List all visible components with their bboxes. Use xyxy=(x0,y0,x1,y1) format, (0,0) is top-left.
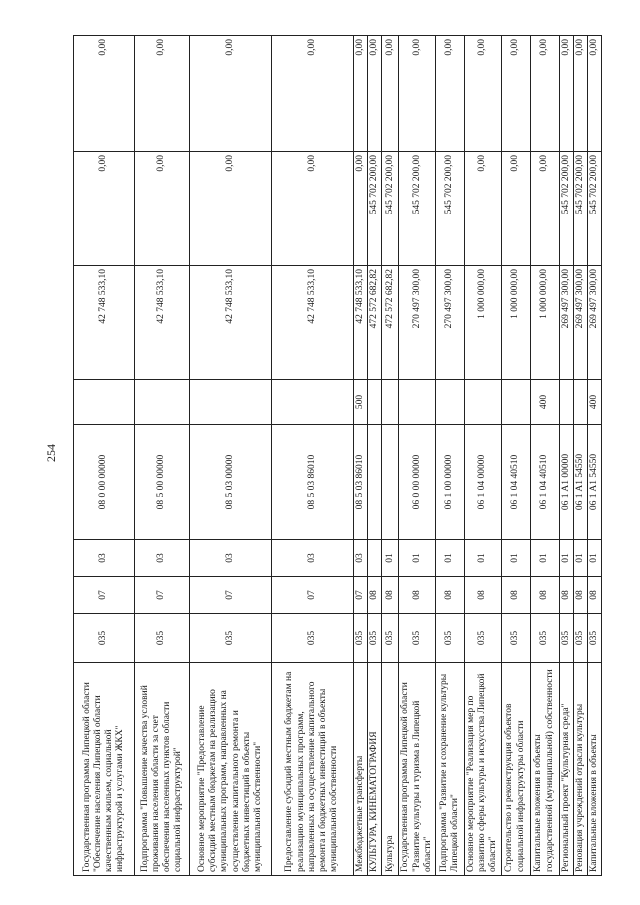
row-code: 035 xyxy=(368,614,382,663)
row-section: 08 xyxy=(436,577,465,614)
row-type xyxy=(436,380,465,425)
row-subsection: 01 xyxy=(588,540,602,577)
row-name: Культура xyxy=(382,663,399,876)
row-target: 08 0 00 00000 xyxy=(74,425,135,540)
row-code: 035 xyxy=(530,614,559,663)
row-target: 06 1 A1 54550 xyxy=(573,425,587,540)
row-subsection: 01 xyxy=(465,540,502,577)
row-code: 035 xyxy=(135,614,190,663)
row-sum3: 0,00 xyxy=(354,36,368,152)
row-subsection: 03 xyxy=(135,540,190,577)
row-name: Основное мероприятие "Реализация мер по развитию сферы культуры и искусства Липецкой области" xyxy=(465,663,502,876)
row-type xyxy=(272,380,354,425)
row-target: 06 1 A1 54550 xyxy=(588,425,602,540)
row-code: 035 xyxy=(559,614,573,663)
row-sum2: 545 702 200,00 xyxy=(436,152,465,266)
row-sum2: 0,00 xyxy=(74,152,135,266)
row-sum1: 472 572 682,82 xyxy=(368,266,382,380)
row-subsection: 01 xyxy=(530,540,559,577)
row-subsection: 01 xyxy=(382,540,399,577)
row-name: Государственная программа Липецкой области "Развитие культуры и туризма в Липецкой области" xyxy=(399,663,436,876)
row-code: 035 xyxy=(74,614,135,663)
row-subsection: 01 xyxy=(399,540,436,577)
row-sum2: 0,00 xyxy=(501,152,530,266)
row-sum1: 472 572 682,82 xyxy=(382,266,399,380)
row-sum3: 0,00 xyxy=(588,36,602,152)
row-type xyxy=(74,380,135,425)
row-type xyxy=(559,380,573,425)
row-target: 06 1 04 40510 xyxy=(530,425,559,540)
row-sum3: 0,00 xyxy=(74,36,135,152)
row-sum3: 0,00 xyxy=(368,36,382,152)
table-row xyxy=(588,36,602,876)
row-type xyxy=(573,380,587,425)
row-name: Капитальные вложения в объекты государственной (муниципальной) собственности xyxy=(530,663,559,876)
row-sum2: 545 702 200,00 xyxy=(382,152,399,266)
row-name: Подпрограмма "Развитие и сохранение культуры Липецкой области" xyxy=(436,663,465,876)
row-sum2: 0,00 xyxy=(135,152,190,266)
row-sum3: 0,00 xyxy=(272,36,354,152)
row-target: 08 5 03 00000 xyxy=(190,425,272,540)
row-sum2: 0,00 xyxy=(530,152,559,266)
row-section: 08 xyxy=(559,577,573,614)
row-subsection: 01 xyxy=(559,540,573,577)
row-code: 035 xyxy=(573,614,587,663)
budget-table-container xyxy=(73,36,603,876)
table-row xyxy=(573,36,587,876)
row-sum1: 42 748 533,10 xyxy=(272,266,354,380)
row-target xyxy=(382,425,399,540)
table-row xyxy=(354,36,368,876)
row-name: Подпрограмма "Повышение качества условий проживания населения области за счет обеспечения населенных пунктов области социальной инфраструктурой" xyxy=(135,663,190,876)
row-sum3: 0,00 xyxy=(559,36,573,152)
row-code: 035 xyxy=(354,614,368,663)
table-row xyxy=(530,36,559,876)
row-sum1: 269 497 300,00 xyxy=(559,266,573,380)
row-sum2: 545 702 200,00 xyxy=(573,152,587,266)
row-sum3: 0,00 xyxy=(135,36,190,152)
row-section: 08 xyxy=(573,577,587,614)
row-sum3: 0,00 xyxy=(501,36,530,152)
row-section: 08 xyxy=(399,577,436,614)
table-row xyxy=(368,36,382,876)
row-section: 08 xyxy=(588,577,602,614)
row-type xyxy=(501,380,530,425)
row-type xyxy=(465,380,502,425)
row-sum1: 1 000 000,00 xyxy=(501,266,530,380)
row-code: 035 xyxy=(272,614,354,663)
row-type xyxy=(382,380,399,425)
row-sum3: 0,00 xyxy=(573,36,587,152)
row-section: 07 xyxy=(74,577,135,614)
row-name: Региональный проект "Культурная среда" xyxy=(559,663,573,876)
row-sum1: 1 000 000,00 xyxy=(465,266,502,380)
row-subsection: 01 xyxy=(436,540,465,577)
row-sum1: 42 748 533,10 xyxy=(190,266,272,380)
row-subsection: 03 xyxy=(190,540,272,577)
row-sum1: 42 748 533,10 xyxy=(354,266,368,380)
row-sum2: 0,00 xyxy=(272,152,354,266)
table-row xyxy=(382,36,399,876)
row-subsection: 01 xyxy=(501,540,530,577)
row-type: 500 xyxy=(354,380,368,425)
row-sum2: 0,00 xyxy=(190,152,272,266)
row-target xyxy=(368,425,382,540)
row-sum1: 1 000 000,00 xyxy=(530,266,559,380)
table-row xyxy=(465,36,502,876)
row-sum1: 42 748 533,10 xyxy=(135,266,190,380)
row-subsection: 01 xyxy=(573,540,587,577)
page-number: 254 xyxy=(44,444,58,462)
table-row xyxy=(399,36,436,876)
row-code: 035 xyxy=(588,614,602,663)
row-type: 400 xyxy=(588,380,602,425)
row-sum1: 269 497 300,00 xyxy=(573,266,587,380)
row-sum3: 0,00 xyxy=(530,36,559,152)
row-sum2: 545 702 200,00 xyxy=(559,152,573,266)
row-target: 06 1 04 00000 xyxy=(465,425,502,540)
row-code: 035 xyxy=(399,614,436,663)
row-subsection: 03 xyxy=(354,540,368,577)
row-sum3: 0,00 xyxy=(465,36,502,152)
row-code: 035 xyxy=(190,614,272,663)
row-sum3: 0,00 xyxy=(436,36,465,152)
row-code: 035 xyxy=(382,614,399,663)
row-sum2: 0,00 xyxy=(354,152,368,266)
row-sum3: 0,00 xyxy=(382,36,399,152)
row-sum1: 42 748 533,10 xyxy=(74,266,135,380)
row-section: 07 xyxy=(135,577,190,614)
row-name: Межбюджетные трансферты xyxy=(354,663,368,876)
table-row xyxy=(559,36,573,876)
row-type xyxy=(190,380,272,425)
row-sum3: 0,00 xyxy=(399,36,436,152)
row-sum2: 545 702 200,00 xyxy=(588,152,602,266)
row-name: Государственная программа Липецкой области "Обеспечение населения Липецкой области качественным жильем, социальной инфраструктурой и услугами ЖКХ" xyxy=(74,663,135,876)
row-section: 07 xyxy=(190,577,272,614)
row-sum2: 0,00 xyxy=(465,152,502,266)
table-row xyxy=(190,36,272,876)
row-code: 035 xyxy=(501,614,530,663)
row-target: 06 1 A1 00000 xyxy=(559,425,573,540)
row-section: 07 xyxy=(354,577,368,614)
table-row xyxy=(272,36,354,876)
table-row xyxy=(135,36,190,876)
row-subsection: 03 xyxy=(74,540,135,577)
row-sum1: 270 497 300,00 xyxy=(436,266,465,380)
row-code: 035 xyxy=(465,614,502,663)
row-name: КУЛЬТУРА, КИНЕМАТОГРАФИЯ xyxy=(368,663,382,876)
row-target: 06 1 00 00000 xyxy=(436,425,465,540)
row-target: 06 0 00 00000 xyxy=(399,425,436,540)
row-section: 08 xyxy=(368,577,382,614)
row-sum2: 545 702 200,00 xyxy=(368,152,382,266)
row-type xyxy=(399,380,436,425)
budget-table xyxy=(73,35,602,876)
row-name: Основное мероприятие "Предоставление субсидий местным бюджетам на реализацию муниципальных программ, направленных на осуществление капитального ремонта и бюджетных инвестиций в объекты муниципальной собственности" xyxy=(190,663,272,876)
row-section: 08 xyxy=(501,577,530,614)
row-subsection: 03 xyxy=(272,540,354,577)
row-type xyxy=(135,380,190,425)
row-type xyxy=(368,380,382,425)
row-name: Строительство и реконструкция объектов социальной инфраструктуры области xyxy=(501,663,530,876)
row-sum1: 270 497 300,00 xyxy=(399,266,436,380)
row-sum2: 545 702 200,00 xyxy=(399,152,436,266)
row-code: 035 xyxy=(436,614,465,663)
row-sum1: 269 497 300,00 xyxy=(588,266,602,380)
row-type: 400 xyxy=(530,380,559,425)
row-name: Реновация учреждений отрасли культуры xyxy=(573,663,587,876)
row-target: 08 5 03 86010 xyxy=(354,425,368,540)
row-section: 08 xyxy=(465,577,502,614)
row-target: 08 5 00 00000 xyxy=(135,425,190,540)
row-sum3: 0,00 xyxy=(190,36,272,152)
row-target: 06 1 04 40510 xyxy=(501,425,530,540)
row-section: 08 xyxy=(530,577,559,614)
row-name: Капитальные вложения в объекты xyxy=(588,663,602,876)
row-section: 08 xyxy=(382,577,399,614)
row-section: 07 xyxy=(272,577,354,614)
row-target: 08 5 03 86010 xyxy=(272,425,354,540)
row-name: Предоставление субсидий местным бюджетам на реализацию муниципальных программ, направленных на осуществление капитального ремонта и бюджетных инвестиций в объекты муниципальной собственности xyxy=(272,663,354,876)
row-subsection xyxy=(368,540,382,577)
table-row xyxy=(436,36,465,876)
table-row xyxy=(501,36,530,876)
table-row xyxy=(74,36,135,876)
